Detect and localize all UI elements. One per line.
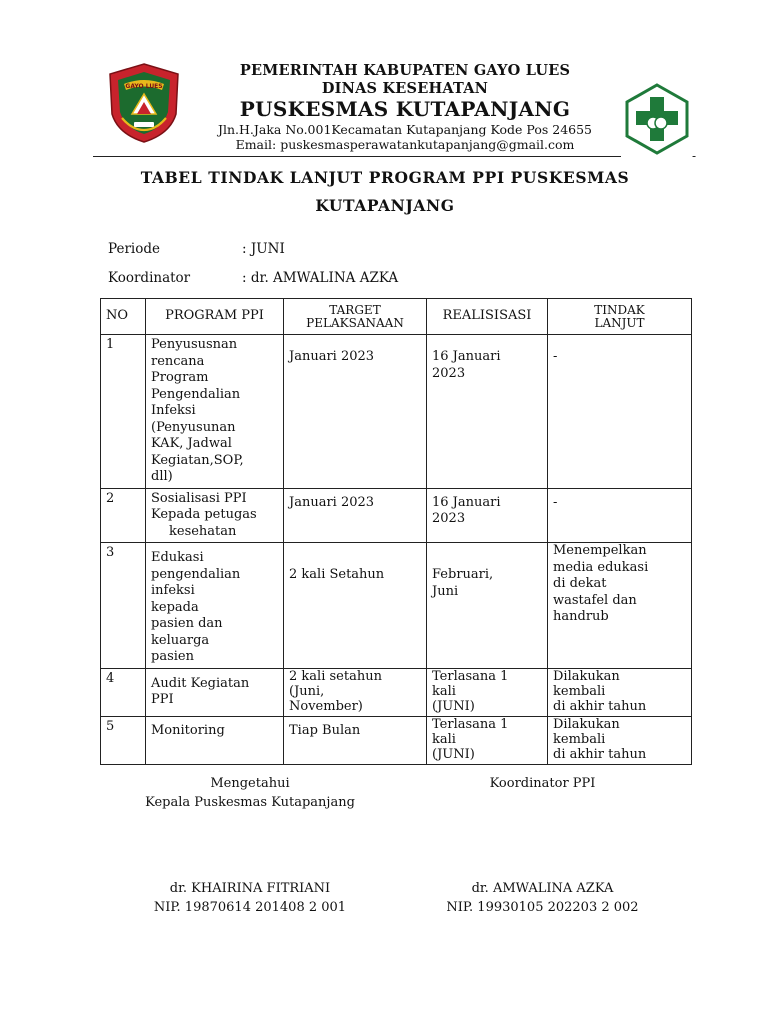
- tindak-cell: [548, 488, 692, 543]
- program-line: Penyususnan: [151, 337, 238, 352]
- target-line: Januari 2023: [289, 349, 375, 364]
- header-realisasi: REALISISASI: [427, 299, 548, 335]
- program-line: kesehatan: [169, 523, 237, 539]
- header-no: NO: [101, 299, 146, 335]
- row-number: 2: [101, 488, 146, 543]
- tindak-line: Menempelkan: [553, 543, 647, 558]
- program-line: pasien: [151, 649, 194, 664]
- coordinator-label: Koordinator: [108, 270, 191, 286]
- program-line: Program: [151, 370, 209, 385]
- coordinator-value: : dr. AMWALINA AZKA: [242, 270, 399, 286]
- table-row: [101, 543, 692, 669]
- program-line: Monitoring: [151, 722, 225, 738]
- svg-text:GAYO LUES: GAYO LUES: [125, 83, 163, 90]
- program-line: Edukasi: [151, 550, 204, 565]
- realisasi-line: Terlasana 1: [432, 668, 509, 684]
- period-label: Periode: [108, 241, 160, 257]
- target-line: November): [289, 698, 363, 714]
- realisasi-cell: [427, 488, 548, 543]
- table-row: [101, 488, 692, 543]
- tindak-line: -: [553, 494, 558, 510]
- realisasi-line: (JUNI): [432, 698, 475, 714]
- table-row: [101, 668, 692, 716]
- realisasi-line: Terlasana 1: [432, 716, 509, 732]
- period-value: : JUNI: [242, 241, 285, 257]
- table-row: [101, 335, 692, 489]
- realisasi-cell: [427, 716, 548, 764]
- target-cell: [284, 668, 427, 716]
- header-office-line: DINAS KESEHATAN: [321, 80, 489, 97]
- program-cell: [146, 668, 284, 716]
- header-email: Email: puskesmasperawatankutapanjang@gmail.com: [235, 137, 575, 152]
- tindak-line: wastafel dan: [553, 592, 637, 608]
- header-tindak-line1: TINDAK: [594, 302, 645, 317]
- program-line: infeksi: [151, 583, 195, 598]
- coordinator-field: [108, 270, 398, 286]
- header-puskesmas-name: PUSKESMAS KUTAPANJANG: [239, 97, 571, 121]
- program-line: KAK, Jadwal: [151, 436, 232, 451]
- target-line: Tiap Bulan: [289, 722, 361, 738]
- realisasi-cell: [427, 335, 548, 489]
- target-line: 2 kali Setahun: [289, 567, 385, 582]
- realisasi-cell: [427, 668, 548, 716]
- tindak-line: Dilakukan: [553, 716, 620, 732]
- target-cell: [284, 488, 427, 543]
- signature-left-nip: NIP. 19870614 201408 2 001: [153, 900, 347, 915]
- signature-right-nip: NIP. 19930105 202203 2 002: [446, 900, 639, 915]
- gayo-lues-regency-logo: [106, 62, 182, 144]
- header-target-line2: PELAKSANAAN: [306, 315, 404, 330]
- row-number: 4: [101, 668, 146, 716]
- realisasi-cell: [427, 543, 548, 669]
- program-line: Audit Kegiatan: [151, 675, 250, 691]
- tindak-line: di akhir tahun: [553, 746, 647, 762]
- realisasi-line: Februari,: [432, 567, 494, 582]
- program-line: rencana: [151, 353, 205, 369]
- header-tindak: [548, 299, 692, 335]
- header-government-line: PEMERINTAH KABUPATEN GAYO LUES: [239, 62, 571, 79]
- period-field: [108, 241, 285, 257]
- header-target-line1: TARGET: [329, 302, 381, 317]
- program-line: PPI: [151, 692, 174, 707]
- target-line: (Juni,: [289, 683, 325, 699]
- realisasi-line: kali: [432, 731, 456, 747]
- table-header-row: [101, 299, 692, 335]
- program-cell: [146, 335, 284, 489]
- target-cell: [284, 716, 427, 764]
- header-tindak-line2: LANJUT: [594, 315, 645, 330]
- signature-right-name: dr. AMWALINA AZKA: [471, 881, 614, 896]
- tindak-cell: [548, 716, 692, 764]
- table-row: [101, 716, 692, 764]
- program-line: Kepada petugas: [151, 507, 257, 522]
- realisasi-line: 16 Januari: [432, 494, 501, 510]
- signature-left-name: dr. KHAIRINA FITRIANI: [169, 881, 331, 896]
- target-line: Januari 2023: [289, 494, 375, 510]
- target-cell: [284, 335, 427, 489]
- program-line: Infeksi: [151, 403, 196, 418]
- row-number: 5: [101, 716, 146, 764]
- realisasi-line: Juni: [432, 583, 459, 599]
- program-line: (Penyusunan: [151, 419, 236, 435]
- program-line: keluarga: [151, 632, 210, 648]
- header-divider-mark: -: [692, 149, 697, 163]
- program-cell: [146, 488, 284, 543]
- program-line: dll): [151, 469, 173, 484]
- program-line: Kegiatan,SOP,: [151, 452, 244, 468]
- header-divider: [93, 156, 621, 157]
- program-cell: [146, 543, 284, 669]
- tindak-cell: [548, 668, 692, 716]
- program-line: kepada: [151, 599, 199, 615]
- signature-left-position: Kepala Puskesmas Kutapanjang: [145, 795, 355, 810]
- header-program: PROGRAM PPI: [146, 299, 284, 335]
- realisasi-line: kali: [432, 683, 456, 699]
- ppi-follow-up-table: [100, 298, 692, 765]
- puskesmas-logo: [624, 83, 690, 155]
- program-line: Sosialisasi PPI: [151, 490, 247, 506]
- document-title-continued: KUTAPANJANG: [315, 196, 455, 215]
- target-cell: [284, 543, 427, 669]
- tindak-line: Dilakukan: [553, 668, 620, 684]
- tindak-cell: [548, 543, 692, 669]
- tindak-line: -: [553, 349, 558, 364]
- program-line: Pengendalian: [151, 386, 241, 402]
- tindak-line: handrub: [553, 609, 609, 624]
- header-target: [284, 299, 427, 335]
- target-line: 2 kali setahun: [289, 668, 382, 684]
- tindak-line: di akhir tahun: [553, 698, 647, 714]
- realisasi-line: (JUNI): [432, 746, 475, 762]
- signature-right-position: Koordinator PPI: [489, 776, 596, 791]
- realisasi-line: 2023: [432, 365, 466, 381]
- tindak-line: media edukasi: [553, 559, 649, 575]
- program-line: pasien dan: [151, 616, 223, 631]
- program-cell: [146, 716, 284, 764]
- row-number: 1: [101, 335, 146, 489]
- document-title: TABEL TINDAK LANJUT PROGRAM PPI PUSKESMAS: [140, 168, 630, 187]
- realisasi-line: 16 Januari: [432, 349, 501, 364]
- program-line: pengendalian: [151, 566, 241, 582]
- signature-left-known-by: Mengetahui: [210, 776, 290, 791]
- tindak-line: di dekat: [553, 576, 607, 591]
- header-address: Jln.H.Jaka No.001Kecamatan Kutapanjang Kode Pos 24655: [217, 122, 593, 137]
- tindak-cell: [548, 335, 692, 489]
- tindak-line: kembali: [553, 683, 606, 699]
- row-number: 3: [101, 543, 146, 669]
- realisasi-line: 2023: [432, 511, 466, 526]
- tindak-line: kembali: [553, 731, 606, 747]
